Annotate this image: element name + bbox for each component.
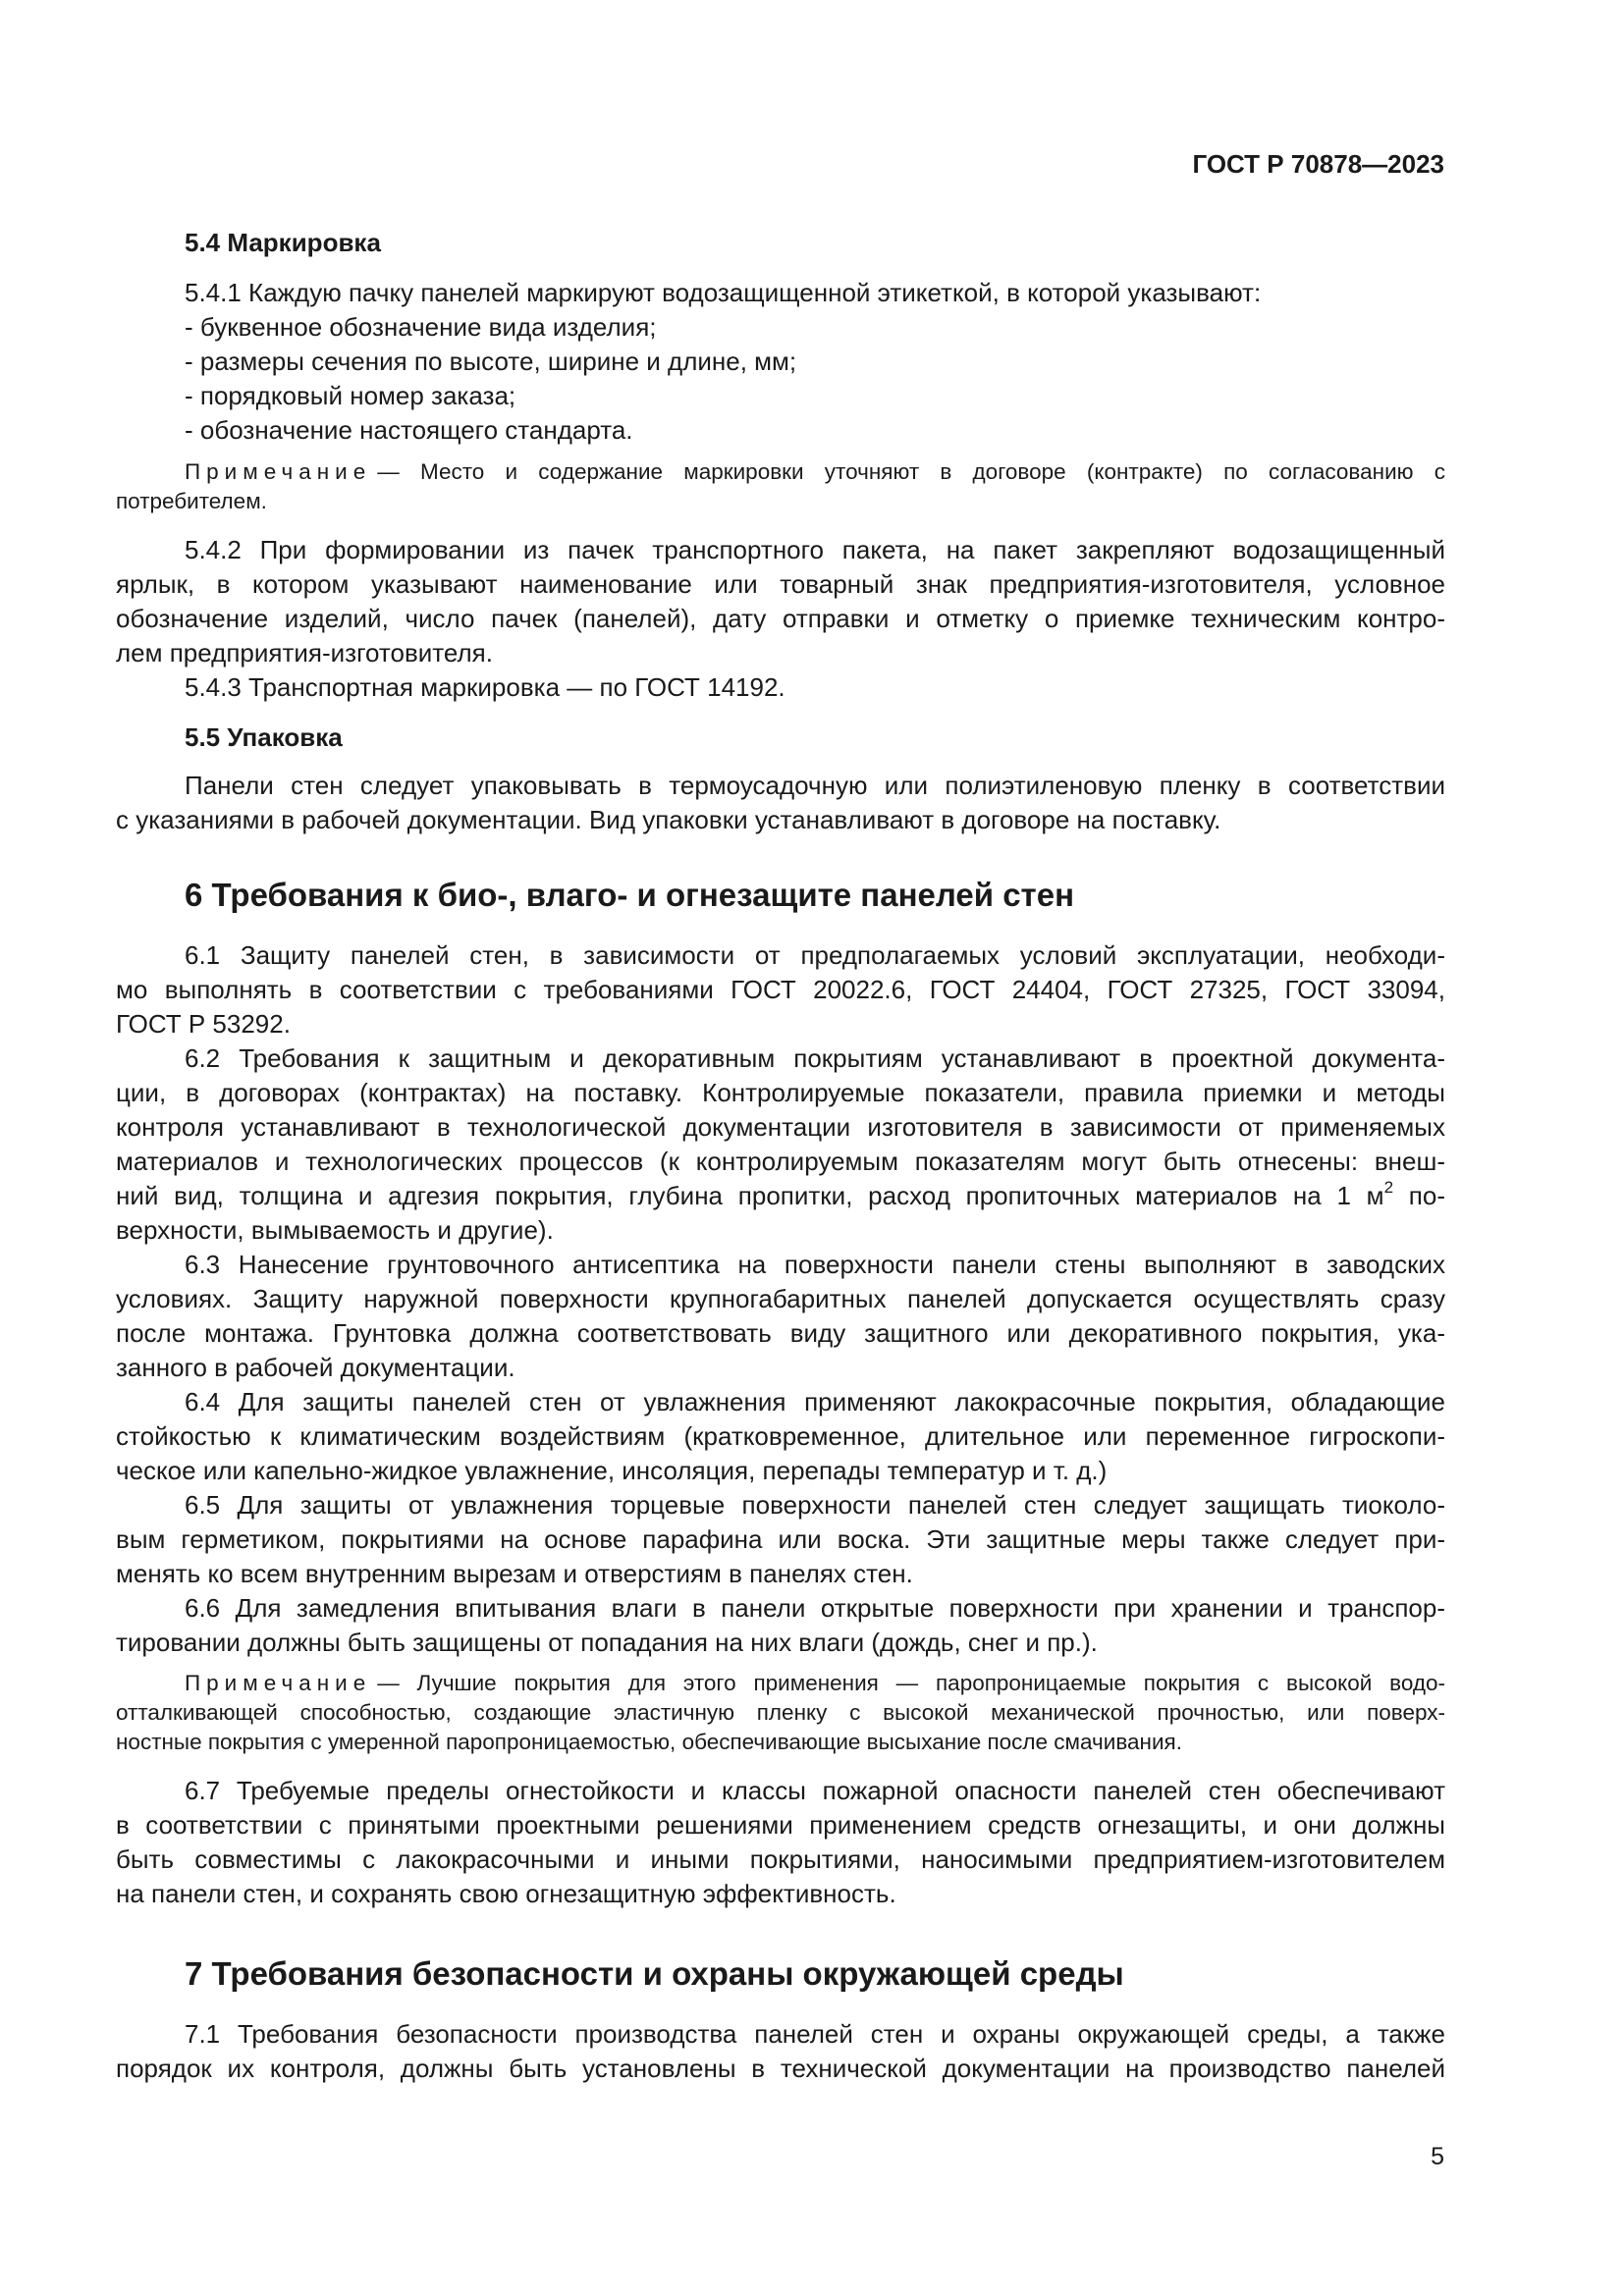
paragraph-6-2-line: [116, 1178, 1445, 1213]
superscript: 2: [1383, 1178, 1394, 1197]
paragraph-6-2-line: верхности, вымываемость и другие).: [116, 1215, 554, 1245]
paragraph-5-4-2-line: обозначение изделий, число пачек (панелей), дату отправки и отметку о приемке техническим контро-: [116, 604, 1445, 633]
paragraph-5-4-2-line: лем предприятия-изготовителя.: [116, 638, 493, 667]
paragraph-6-7-line: на панели стен, и сохранять свою огнезащитную эффективность.: [116, 1879, 896, 1908]
paragraph-6-2-line: 6.2 Требования к защитным и декоративным покрытиям устанавливают в проектной документа-: [185, 1043, 1445, 1073]
paragraph-6-6-line: тировании должны быть защищены от попадания на них влаги (дождь, снег и пр.).: [116, 1628, 1098, 1657]
bullet-item: - размеры сечения по высоте, ширине и длине, мм;: [185, 347, 797, 376]
paragraph-5-4-1: 5.4.1 Каждую пачку панелей маркируют водозащищенной этикеткой, в которой указывают:: [185, 278, 1262, 307]
bullet-item: - обозначение настоящего стандарта.: [185, 415, 633, 445]
paragraph-6-4-line: 6.4 Для защиты панелей стен от увлажнения применяют лакокрасочные покрытия, обладающие: [185, 1387, 1445, 1416]
note-5-4: [185, 457, 1445, 487]
text-part: по-: [1393, 1181, 1445, 1210]
paragraph-6-4-line: стойкостью к климатическим воздействиям (кратковременное, длительное или переменное гигроскопи-: [116, 1421, 1445, 1451]
paragraph-6-7-line: быть совместимы с лакокрасочными и иными покрытиями, наносимыми предприятием-изготовителем: [116, 1844, 1445, 1874]
bullet-item: - буквенное обозначение вида изделия;: [185, 312, 657, 342]
note-6-line: ностные покрытия с умеренной паропроницаемостью, обеспечивающие высыхание после смачивания.: [116, 1730, 1182, 1754]
paragraph-5-5-line: с указаниями в рабочей документации. Вид упаковки устанавливают в договоре на поставку.: [116, 805, 1221, 834]
section-7-heading: 7 Требования безопасности и охраны окружающей среды: [185, 1955, 1124, 1992]
note-5-4-line: потребителем.: [116, 489, 267, 513]
paragraph-6-6-line: 6.6 Для замедления впитывания влаги в панели открытые поверхности при хранении и транспор-: [185, 1593, 1445, 1623]
note-label: Примечание: [185, 1671, 372, 1695]
standard-header: ГОСТ Р 70878—2023: [1192, 149, 1444, 179]
paragraph-6-1-line: ГОСТ Р 53292.: [116, 1009, 291, 1039]
paragraph-6-3-line: 6.3 Нанесение грунтовочного антисептика на поверхности панели стены выполняют в заводских: [185, 1250, 1445, 1279]
text-part: ний вид, толщина и адгезия покрытия, глубина пропитки, расход пропиточных материалов на 1 м: [116, 1181, 1384, 1210]
paragraph-6-1-line: мо выполнять в соответствии с требованиями ГОСТ 20022.6, ГОСТ 24404, ГОСТ 27325, ГОСТ 33094,: [116, 975, 1445, 1004]
paragraph-6-5-line: 6.5 Для защиты от увлажнения торцевые поверхности панелей стен следует защищать тиоколо-: [185, 1490, 1445, 1520]
paragraph-6-5-line: вым герметиком, покрытиями на основе парафина или воска. Эти защитные меры также следует при-: [116, 1524, 1445, 1554]
page-number: 5: [1431, 2143, 1444, 2170]
paragraph-6-3-line: условиях. Защиту наружной поверхности крупногабаритных панелей допускается осуществлять сразу: [116, 1284, 1445, 1313]
paragraph-5-4-2-line: 5.4.2 При формировании из пачек транспортного пакета, на пакет закрепляют водозащищенный: [185, 535, 1445, 564]
paragraph-6-2-line: контроля устанавливают в технологической документации изготовителя в зависимости от применяемых: [116, 1112, 1445, 1142]
paragraph-6-2-line: ции, в договорах (контрактах) на поставку. Контролируемые показатели, правила приемки и методы: [116, 1078, 1445, 1107]
paragraph-7-1-line: 7.1 Требования безопасности производства панелей стен и охраны окружающей среды, а также: [185, 2019, 1445, 2049]
paragraph-5-4-2-line: ярлык, в котором указывают наименование или товарный знак предприятия-изготовителя, условное: [116, 569, 1445, 599]
heading-5-4: 5.4 Маркировка: [185, 228, 381, 257]
section-6-heading: 6 Требования к био-, влаго- и огнезащите панелей стен: [185, 877, 1075, 913]
paragraph-6-4-line: ческое или капельно-жидкое увлажнение, инсоляция, перепады температур и т. д.): [116, 1456, 1108, 1485]
paragraph-5-5-line: Панели стен следует упаковывать в термоусадочную или полиэтиленовую пленку в соответствии: [185, 771, 1445, 800]
note-text: — Место и содержание маркировки уточняют в договоре (контракте) по согласованию с: [377, 459, 1445, 484]
paragraph-6-2-line: материалов и технологических процессов (к контролируемым показателям могут быть отнесены: внеш-: [116, 1147, 1445, 1176]
paragraph-5-4-3: 5.4.3 Транспортная маркировка — по ГОСТ 14192.: [185, 672, 785, 702]
paragraph-6-7-line: 6.7 Требуемые пределы огнестойкости и классы пожарной опасности панелей стен обеспечивают: [185, 1776, 1445, 1805]
paragraph-6-3-line: после монтажа. Грунтовка должна соответствовать виду защитного или декоративного покрытия, ука-: [116, 1318, 1445, 1348]
note-text: — Лучшие покрытия для этого применения — паропроницаемые покрытия с высокой водо-: [377, 1671, 1445, 1695]
note-6-line: отталкивающей способностью, создающие эластичную пленку с высокой механической прочностью, или поверх-: [116, 1700, 1445, 1725]
paragraph-6-5-line: менять ко всем внутренним вырезам и отверстиям в панелях стен.: [116, 1559, 913, 1588]
paragraph-6-3-line: занного в рабочей документации.: [116, 1353, 515, 1382]
heading-5-5: 5.5 Упаковка: [185, 722, 343, 752]
note-label: Примечание: [185, 459, 372, 484]
paragraph-7-1-line: порядок их контроля, должны быть установлены в технической документации на производство панелей: [116, 2054, 1445, 2083]
paragraph-6-1-line: 6.1 Защиту панелей стен, в зависимости от предполагаемых условий эксплуатации, необходи-: [185, 940, 1445, 970]
bullet-item: - порядковый номер заказа;: [185, 381, 516, 410]
note-6: [185, 1669, 1445, 1698]
paragraph-6-7-line: в соответствии с принятыми проектными решениями применением средств огнезащиты, и они должны: [116, 1810, 1445, 1840]
